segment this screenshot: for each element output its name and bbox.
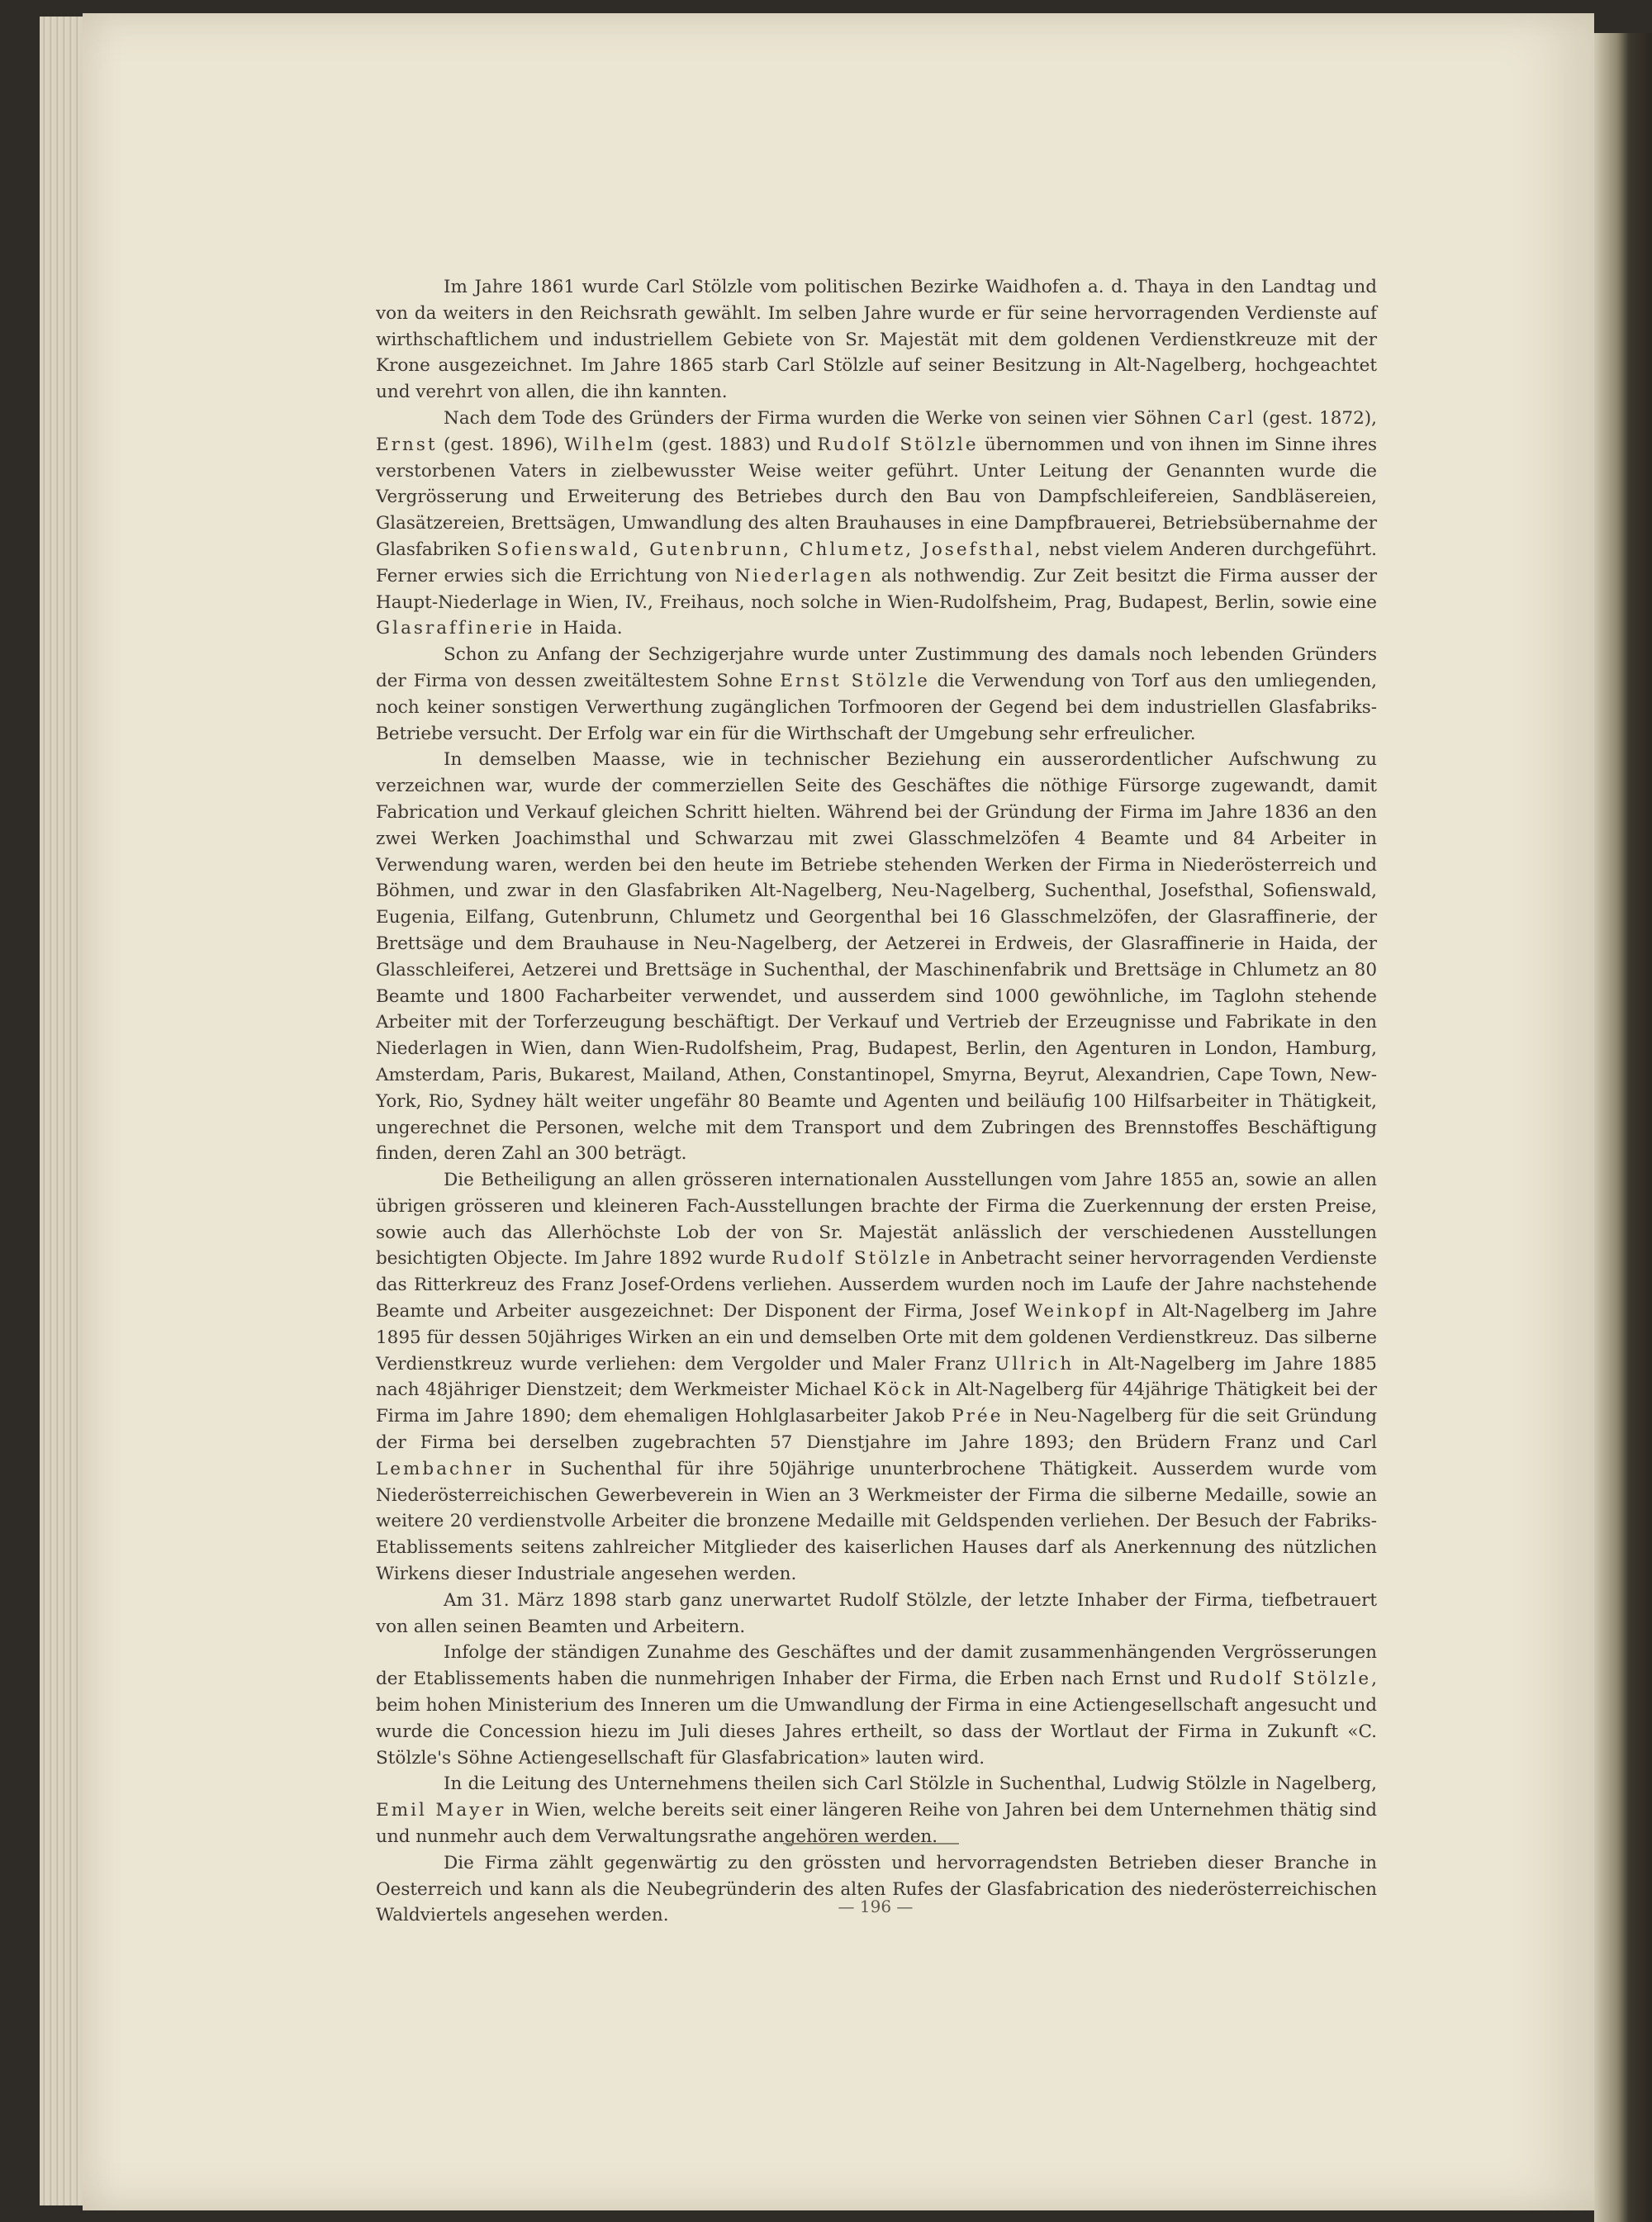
paragraph: [376, 642, 1377, 747]
paragraph: [376, 406, 1377, 642]
spaced-name: Emil Mayer: [376, 1800, 506, 1821]
text-run: übernommen und von ihnen im Sinne ihres verstorbenen Vaters in zielbewusster Weise weiter geführt. Unter Leitung der Genannten wurde die Vergrösserung und Erweiterung des Betriebes durch den Bau von Dampfschleifereien, Sandbläsereien, Glasätzereien, Brettsägen, Umwandlung des alten Brauhauses in eine Dampfbrauerei, Betriebsübernahme der Glasfabriken: [376, 434, 1378, 560]
text-run: in Neu-Nagelberg für die seit Gründung der Firma bei derselben zugebrachten 57 Dienstjahre im Jahre 1893; den Brüdern Franz und Carl: [376, 1406, 1377, 1454]
text-run: die Verwendung von Torf aus den umliegenden, noch keiner sonstigen Verwerthung zugänglichen Torfmooren der Gegend bei dem industriellen Glasfabriks-Betriebe versucht. Der Erfolg war ein für die Wirthschaft der Umgebung sehr erfreulicher.: [376, 670, 1378, 744]
paragraph: [376, 1588, 1377, 1640]
text-run: In demselben Maasse, wie in technischer Beziehung ein ausserordentlicher Aufschwung zu verzeichnen war, wurde der commerziellen Seite des Geschäftes die nöthige Fürsorge zugewandt, damit Fabrication und Verkauf gleichen Schritt hielten. Während bei der Gründung der Firma im Jahre 1836 an den zwei Werken Joachimsthal und Schwarzau mit zwei Glasschmelzöfen 4 Beamte und 84 Arbeiter in Verwendung waren, werden bei den heute im Betriebe stehenden Werken der Firma in Niederösterreich und Böhmen, und zwar in den Glasfabriken Alt-Nagelberg, Neu-Nagelberg, Suchenthal, Josefsthal, Sofienswald, Eugenia, Eilfang, Gutenbrunn, Chlumetz und Georgenthal bei 16 Glasschmelzöfen, der Glasraffinerie, der Brettsäge und dem Brauhause in Neu-Nagelberg, der Aetzerei in Erdweis, der Glasraffinerie in Haida, der Glasschleiferei, Aetzerei und Brettsäge in Suchenthal, der Maschinenfabrik und Brettsäge in Chlumetz an 80 Beamte und 1800 Facharbeiter verwendet, und ausserdem sind 1000 gewöhnliche, im Taglohn stehende Arbeiter mit der Torferzeugung beschäftigt. Der Verkauf und Vertrieb der Erzeugnisse und Fabrikate in den Niederlagen in Wien, dann Wien-Rudolfsheim, Prag, Budapest, Berlin, den Agenturen in London, Hamburg, Amsterdam, Paris, Bukarest, Mailand, Athen, Constantinopel, Smyrna, Beyrut, Alexandrien, Cape Town, New-York, Rio, Sydney hält weiter ungefähr 80 Beamte und Agenten und beiläufig 100 Hilfsarbeiter in Thätigkeit, ungerechnet die Personen, welche mit dem Transport und dem Zubringen des Brennstoffes Beschäftigung finden, deren Zahl an 300 beträgt.: [376, 749, 1377, 1165]
paragraph: [376, 1850, 1377, 1929]
paragraph: [376, 1771, 1377, 1849]
text-run: Im Jahre 1861 wurde Carl Stölzle vom politischen Bezirke Waidhofen a. d. Thaya in den Landtag und von da weiters in den Reichsrath gewählt. Im selben Jahre wurde er für seine hervorragenden Verdienste auf wirthschaftlichem und industriellem Gebiete von Sr. Majestät mit dem goldenen Verdienstkreuze mit der Krone ausgezeichnet. Im Jahre 1865 starb Carl Stölzle auf seiner Besitzung in Alt-Nagelberg, hochgeachtet und verehrt von allen, die ihn kannten.: [376, 277, 1377, 403]
spaced-name: Wilhelm: [564, 434, 656, 455]
spaced-name: Ullrich: [995, 1353, 1075, 1375]
text-run: Am 31. März 1898 starb ganz unerwartet Rudolf Stölzle, der letzte Inhaber der Firma, tiefbetrauert von allen seinen Beamten und Arbeitern.: [376, 1589, 1377, 1637]
text-run: Die Firma zählt gegenwärtig zu den grössten und hervorragendsten Betrieben dieser Branche in Oesterreich und kann als die Neubegründerin des alten Rufes der Glasfabrication des niederösterreichischen Waldviertels angesehen werden.: [376, 1852, 1377, 1926]
text-run: in Suchenthal für ihre 50jährige ununterbrochene Thätigkeit. Ausserdem wurde vom Niederösterreichischen Gewerbeverein in Wien an 3 Werkmeister der Firma die silberne Medaille, sowie an weitere 20 verdienstvolle Arbeiter die bronzene Medaille mit Geldspenden verliehen. Der Besuch der Fabriks-Etablissements seitens zahlreicher Mitglieder des kaiserlichen Hauses darf als Anerkennung des nützlichen Wirkens dieser Industriale angesehen werden.: [376, 1458, 1377, 1585]
closing-rule: [783, 1843, 959, 1845]
text-run: , beim hohen Ministerium des Inneren um die Umwandlung der Firma in eine Actiengesellschaft angesucht und wurde die Concession hiezu im Juli dieses Jahres ertheilt, so dass der Wortlaut der Firma in Zukunft «C. Stölzle's Söhne Actiengesellschaft für Glasfabrication» lauten wird.: [376, 1669, 1377, 1769]
spaced-name: Rudolf Stölzle: [771, 1248, 933, 1270]
text-run: Schon zu Anfang der Sechzigerjahre wurde unter Zustimmung des damals noch lebenden Gründers der Firma von dessen zweitältestem Sohne: [376, 644, 1377, 691]
text-run: in Haida.: [534, 618, 623, 639]
text-run: nebst vielem Anderen durchgeführt. Ferner erwies sich die Errichtung von: [376, 539, 1378, 586]
page-number: — 196 —: [838, 1897, 914, 1916]
text-run: In die Leitung des Unternehmens theilen sich Carl Stölzle in Suchenthal, Ludwig Stölzle in Nagelberg,: [444, 1773, 1377, 1795]
text-run: Infolge der ständigen Zunahme des Geschäftes und der damit zusammenhängenden Vergrösserungen der Etablissements haben die nunmehrigen Inhaber der Firma, die Erben nach Ernst und: [376, 1642, 1377, 1690]
text-run: in Wien, welche bereits seit einer längeren Reihe von Jahren bei dem Unternehmen thätig sind und nunmehr auch dem Verwaltungsrathe angehören werden.: [376, 1800, 1377, 1848]
spaced-name: Weinkopf: [1024, 1301, 1128, 1322]
book-gutter: [1594, 33, 1652, 2222]
text-run: Die Betheiligung an allen grösseren internationalen Ausstellungen vom Jahre 1855 an, sowie an allen übrigen grösseren und kleineren Fach-Ausstellungen brachte der Firma die Zuerkennung der ersten Preise, sowie auch das Allerhöchste Lob der von Sr. Majestät anlässlich der verschiedenen Ausstellungen besichtigten Objecte. Im Jahre 1892 wurde: [376, 1170, 1377, 1270]
spaced-name: Carl: [1207, 407, 1256, 429]
spaced-name: Köck: [872, 1379, 928, 1401]
paragraph: [376, 747, 1377, 1167]
body-text: [376, 274, 1377, 1929]
spaced-name: Prée: [952, 1406, 1004, 1427]
spaced-name: Niederlagen: [734, 565, 874, 586]
spaced-name: Rudolf Stölzle: [817, 434, 979, 455]
spaced-name: Ernst Stölzle: [780, 670, 930, 691]
spaced-name: Ernst: [376, 434, 438, 455]
text-run: in Alt-Nagelberg im Jahre 1885 nach 48jähriger Dienstzeit; dem Werkmeister Michael: [376, 1353, 1377, 1401]
spaced-name: Glasraffinerie: [376, 618, 535, 639]
text-run: (gest. 1896),: [437, 434, 565, 455]
text-run: in Alt-Nagelberg für 44jährige Thätigkeit bei der Firma im Jahre 1890; dem ehemaligen Hohlglasarbeiter Jakob: [376, 1379, 1377, 1427]
spaced-name: Rudolf Stölzle: [1208, 1669, 1372, 1690]
spaced-name: Sofienswald, Gutenbrunn, Chlumetz, Josefsthal,: [496, 539, 1043, 560]
spaced-name: Lembachner: [376, 1458, 514, 1479]
text-run: als nothwendig. Zur Zeit besitzt die Firma ausser der Haupt-Niederlage in Wien, IV., Freihaus, noch solche in Wien-Rudolfsheim, Prag, Budapest, Berlin, sowie eine: [376, 565, 1377, 613]
text-run: Nach dem Tode des Gründers der Firma wurden die Werke von seinen vier Söhnen: [444, 407, 1208, 429]
text-run: in Anbetracht seiner hervorragenden Verdienste das Ritterkreuz des Franz Josef-Ordens verliehen. Ausserdem wurden noch im Laufe der Jahre nachstehende Beamte und Arbeiter ausgezeichnet: Der Disponent der Firma, Josef: [376, 1248, 1377, 1322]
paragraph: [376, 274, 1377, 406]
text-run: in Alt-Nagelberg im Jahre 1895 für dessen 50jähriges Wirken an ein und demselben Orte mit dem goldenen Verdienstkreuz. Das silberne Verdienstkreuz wurde verliehen: dem Vergolder und Maler Franz: [376, 1301, 1378, 1375]
paragraph: [376, 1167, 1377, 1588]
text-run: (gest. 1883) und: [655, 434, 818, 455]
paragraph: [376, 1640, 1377, 1771]
text-run: (gest. 1872),: [1256, 407, 1377, 429]
